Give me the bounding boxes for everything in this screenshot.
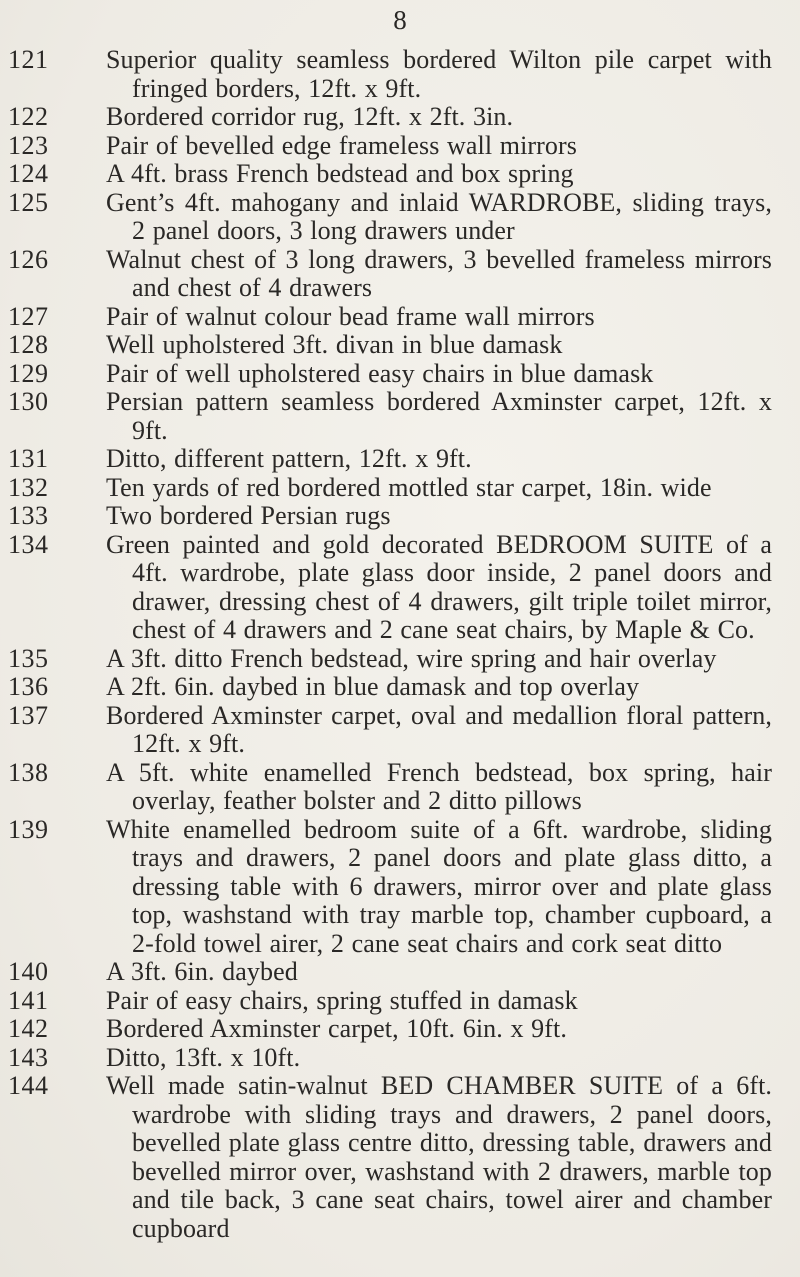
lot-description: Pair of bevelled edge frameless wall mirrors [106, 130, 578, 160]
lot-number: 142 [8, 1014, 49, 1043]
lot-item [0, 189, 800, 246]
lot-description: A 4ft. brass French bedstead and box spring [106, 159, 574, 188]
lot-item [0, 1072, 800, 1243]
lot-number: 143 [8, 1042, 49, 1072]
lot-item [0, 759, 800, 816]
lot-number: 123 [8, 130, 49, 160]
lot-description: Bordered corridor rug, 12ft. x 2ft. 3in. [106, 102, 514, 131]
lot-number: 125 [8, 187, 49, 217]
lot-number: 135 [8, 643, 49, 673]
lot-number: 127 [8, 301, 49, 331]
lot-item [0, 958, 800, 987]
lot-number: 144 [8, 1071, 49, 1100]
lot-description: A 3ft. 6in. daybed [106, 957, 298, 986]
lot-item [0, 1044, 800, 1073]
lot-item [0, 132, 800, 161]
lot-description: Gent’s 4ft. mahogany and inlaid WARDROBE, sliding trays, 2 panel doors, 3 long drawers under [106, 187, 772, 245]
lot-number: 132 [8, 472, 49, 502]
lot-number: 121 [8, 45, 49, 74]
page-number: 8 [393, 5, 407, 35]
lot-description: Well made satin-walnut BED CHAMBER SUITE of a 6ft. wardrobe with sliding trays and drawers, 2 panel doors, bevelled plate glass centre ditto, dressing table, drawers and bevelled mirror over, washstand with 2 drawers, marble top and tile back, 3 cane seat chairs, towel airer and chamber cupboard [106, 1071, 772, 1243]
lot-number: 131 [8, 444, 49, 473]
lot-number: 122 [8, 102, 49, 131]
lot-description: Pair of easy chairs, spring stuffed in damask [106, 985, 578, 1015]
lot-number: 128 [8, 330, 49, 359]
lot-number: 139 [8, 814, 49, 844]
lot-description: Persian pattern seamless bordered Axminster carpet, 12ft. x 9ft. [106, 387, 772, 445]
lot-item [0, 531, 800, 645]
lot-item [0, 502, 800, 531]
lot-item [0, 1015, 800, 1044]
lot-description: White enamelled bedroom suite of a 6ft. wardrobe, sliding trays and drawers, 2 panel doors and plate glass ditto, a dressing table with 6 drawers, mirror over and plate glass top, washstand with tray marble top, chamber cupboard, a 2-fold towel airer, 2 cane seat chairs and cork seat ditto [106, 814, 772, 958]
lot-item [0, 246, 800, 303]
lot-item [0, 103, 800, 132]
lot-description: Two bordered Persian rugs [106, 501, 391, 530]
lot-item [0, 645, 800, 674]
lot-item [0, 445, 800, 474]
lot-description: Ditto, 13ft. x 10ft. [106, 1042, 301, 1072]
lot-number: 140 [8, 957, 49, 986]
lot-number: 129 [8, 358, 49, 388]
lot-description: A 3ft. ditto French bedstead, wire spring and hair overlay [106, 643, 717, 673]
lot-description: A 2ft. 6in. daybed in blue damask and top overlay [106, 672, 640, 701]
lot-item [0, 160, 800, 189]
lot-number: 134 [8, 529, 49, 559]
lot-item [0, 702, 800, 759]
lot-description: Well upholstered 3ft. divan in blue damask [106, 330, 563, 359]
lot-item [0, 360, 800, 389]
lot-description: Walnut chest of 3 long drawers, 3 bevelled frameless mirrors and chest of 4 drawers [106, 244, 772, 302]
lot-item [0, 46, 800, 103]
lot-description: Ten yards of red bordered mottled star carpet, 18in. wide [106, 472, 712, 502]
lot-number: 124 [8, 159, 49, 188]
lot-item [0, 388, 800, 445]
lot-item [0, 816, 800, 959]
lot-item [0, 474, 800, 503]
lot-item [0, 673, 800, 702]
lot-item [0, 987, 800, 1016]
lot-description: Pair of walnut colour bead frame wall mirrors [106, 301, 595, 331]
lot-number: 141 [8, 985, 49, 1015]
lot-description: A 5ft. white enamelled French bedstead, box spring, hair overlay, feather bolster and 2 ditto pillows [106, 757, 772, 815]
lot-description: Green painted and gold decorated BEDROOM SUITE of a 4ft. wardrobe, plate glass door inside, 2 panel doors and drawer, dressing chest of 4 drawers, gilt triple toilet mirror, chest of 4 drawers and 2 cane seat chairs, by Maple & Co. [106, 529, 772, 644]
lot-number: 130 [8, 387, 49, 416]
lot-number: 137 [8, 700, 49, 730]
lot-description: Bordered Axminster carpet, 10ft. 6in. x 9ft. [106, 1014, 567, 1043]
lot-item [0, 303, 800, 332]
lot-number: 136 [8, 672, 49, 701]
lot-description: Ditto, different pattern, 12ft. x 9ft. [106, 444, 472, 473]
lot-description: Bordered Axminster carpet, oval and medallion floral pattern, 12ft. x 9ft. [106, 700, 772, 758]
lot-list [0, 46, 800, 1243]
lot-description: Superior quality seamless bordered Wilton pile carpet with fringed borders, 12ft. x 9ft. [106, 45, 772, 103]
lot-number: 133 [8, 501, 49, 530]
lot-number: 138 [8, 757, 49, 787]
lot-number: 126 [8, 244, 49, 274]
lot-item [0, 331, 800, 360]
lot-description: Pair of well upholstered easy chairs in blue damask [106, 358, 654, 388]
